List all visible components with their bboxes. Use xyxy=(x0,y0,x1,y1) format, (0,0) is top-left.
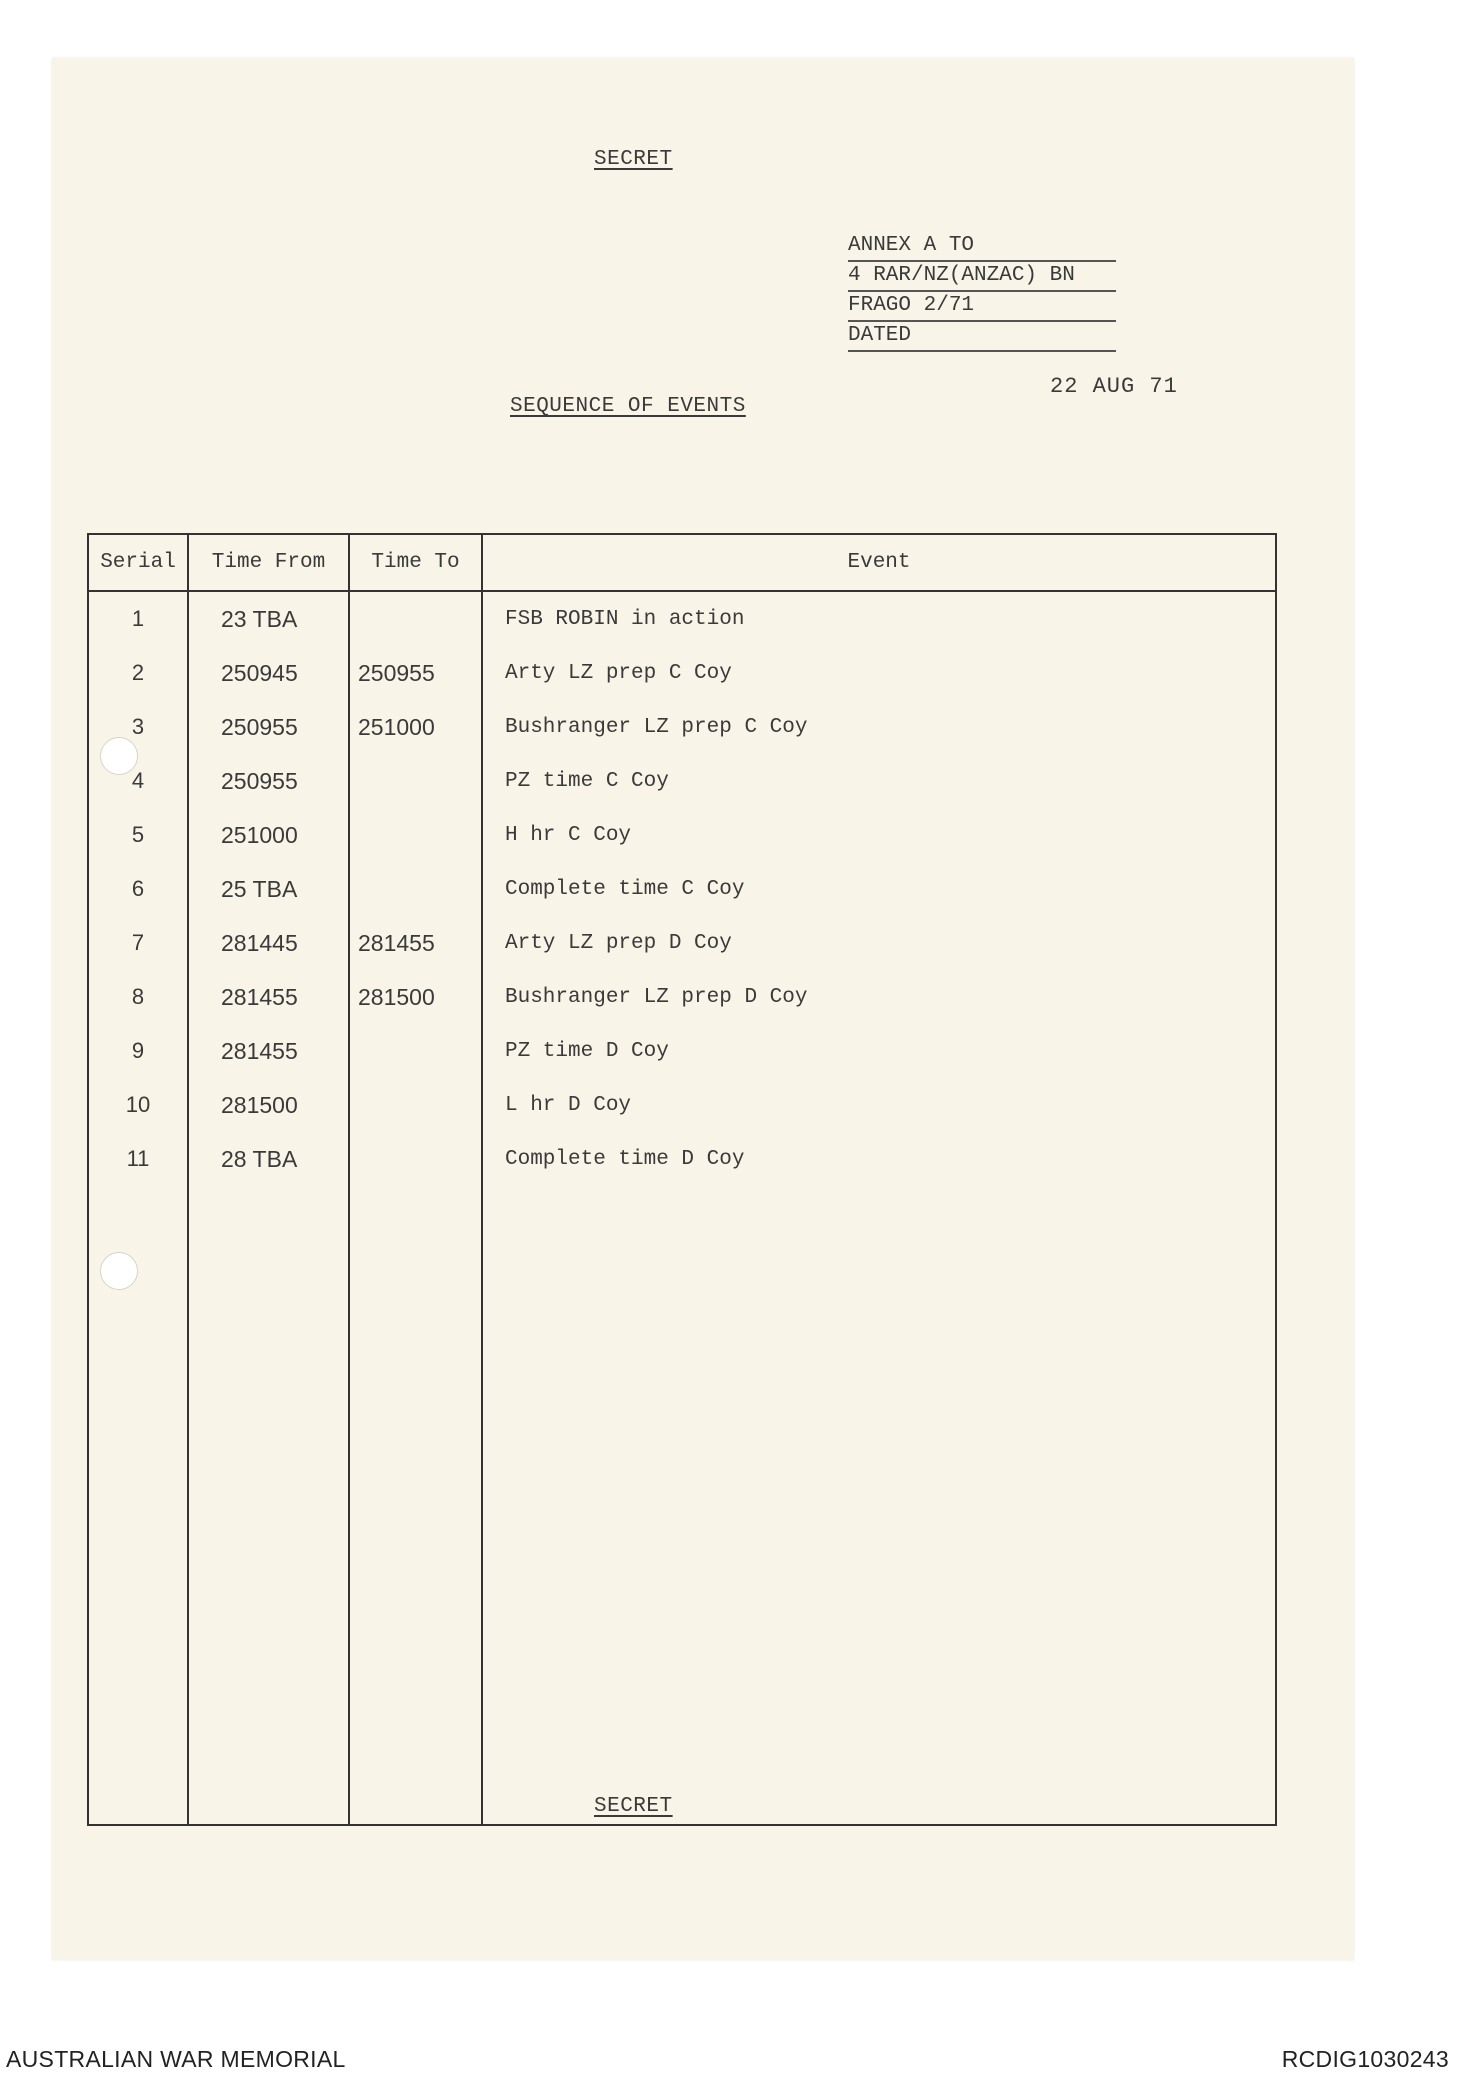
time-to-cell: 251000 xyxy=(349,700,482,754)
header-serial: Serial xyxy=(88,534,188,591)
serial-cell: 8 xyxy=(88,970,188,1024)
table-row xyxy=(88,754,1276,808)
footer-source: AUSTRALIAN WAR MEMORIAL xyxy=(6,2046,346,2072)
serial-cell: 1 xyxy=(88,591,188,646)
event-cell: Bushranger LZ prep D Coy xyxy=(482,970,1276,1024)
event-cell: Complete time D Coy xyxy=(482,1132,1276,1186)
empty-cell xyxy=(88,1186,188,1825)
time-from-cell: 281445 xyxy=(188,916,349,970)
header-time-to: Time To xyxy=(349,534,482,591)
empty-cell xyxy=(482,1186,1276,1825)
time-to-cell xyxy=(349,754,482,808)
table-row xyxy=(88,808,1276,862)
serial-cell: 10 xyxy=(88,1078,188,1132)
table-row xyxy=(88,1132,1276,1186)
serial-cell: 9 xyxy=(88,1024,188,1078)
event-cell: L hr D Coy xyxy=(482,1078,1276,1132)
table-header-row xyxy=(88,534,1276,591)
time-from-cell: 25 TBA xyxy=(188,862,349,916)
event-cell: PZ time D Coy xyxy=(482,1024,1276,1078)
time-to-cell xyxy=(349,862,482,916)
document-title: SEQUENCE OF EVENTS xyxy=(510,395,746,418)
time-to-cell: 281500 xyxy=(349,970,482,1024)
time-to-cell xyxy=(349,1078,482,1132)
annex-reference xyxy=(848,232,1116,352)
event-cell: Complete time C Coy xyxy=(482,862,1276,916)
empty-cell xyxy=(188,1186,349,1825)
classification-top: SECRET xyxy=(594,148,673,171)
event-cell: Bushranger LZ prep C Coy xyxy=(482,700,1276,754)
time-to-cell: 281455 xyxy=(349,916,482,970)
annex-date-value: 22 AUG 71 xyxy=(1050,374,1178,399)
sequence-of-events-table xyxy=(87,533,1277,1826)
time-from-cell: 250955 xyxy=(188,700,349,754)
event-cell: H hr C Coy xyxy=(482,808,1276,862)
time-to-cell xyxy=(349,1132,482,1186)
header-event: Event xyxy=(482,534,1276,591)
event-cell: Arty LZ prep D Coy xyxy=(482,916,1276,970)
header-time-from: Time From xyxy=(188,534,349,591)
annex-line-2: 4 RAR/NZ(ANZAC) BN xyxy=(848,262,1116,292)
footer-record-id: RCDIG1030243 xyxy=(1281,2046,1449,2072)
table-row xyxy=(88,1024,1276,1078)
table-row xyxy=(88,646,1276,700)
annex-line-dated: DATED xyxy=(848,322,1116,352)
time-from-cell: 281500 xyxy=(188,1078,349,1132)
serial-cell: 7 xyxy=(88,916,188,970)
empty-cell xyxy=(349,1186,482,1825)
annex-line-1: ANNEX A TO xyxy=(848,232,1116,262)
serial-cell: 3 xyxy=(88,700,188,754)
event-cell: FSB ROBIN in action xyxy=(482,591,1276,646)
classification-bottom: SECRET xyxy=(594,1795,673,1818)
table-row xyxy=(88,700,1276,754)
time-to-cell: 250955 xyxy=(349,646,482,700)
time-from-cell: 250955 xyxy=(188,754,349,808)
time-from-cell: 281455 xyxy=(188,970,349,1024)
time-from-cell: 23 TBA xyxy=(188,591,349,646)
table-row xyxy=(88,970,1276,1024)
serial-cell: 6 xyxy=(88,862,188,916)
table-row xyxy=(88,1078,1276,1132)
time-from-cell: 251000 xyxy=(188,808,349,862)
time-to-cell xyxy=(349,1024,482,1078)
serial-cell: 5 xyxy=(88,808,188,862)
serial-cell: 11 xyxy=(88,1132,188,1186)
table-row xyxy=(88,916,1276,970)
time-from-cell: 281455 xyxy=(188,1024,349,1078)
serial-cell: 4 xyxy=(88,754,188,808)
event-cell: PZ time C Coy xyxy=(482,754,1276,808)
serial-cell: 2 xyxy=(88,646,188,700)
time-from-cell: 28 TBA xyxy=(188,1132,349,1186)
time-from-cell: 250945 xyxy=(188,646,349,700)
table-row xyxy=(88,591,1276,646)
table-row xyxy=(88,862,1276,916)
time-to-cell xyxy=(349,808,482,862)
annex-line-3: FRAGO 2/71 xyxy=(848,292,1116,322)
event-cell: Arty LZ prep C Coy xyxy=(482,646,1276,700)
table-empty-space xyxy=(88,1186,1276,1825)
time-to-cell xyxy=(349,591,482,646)
